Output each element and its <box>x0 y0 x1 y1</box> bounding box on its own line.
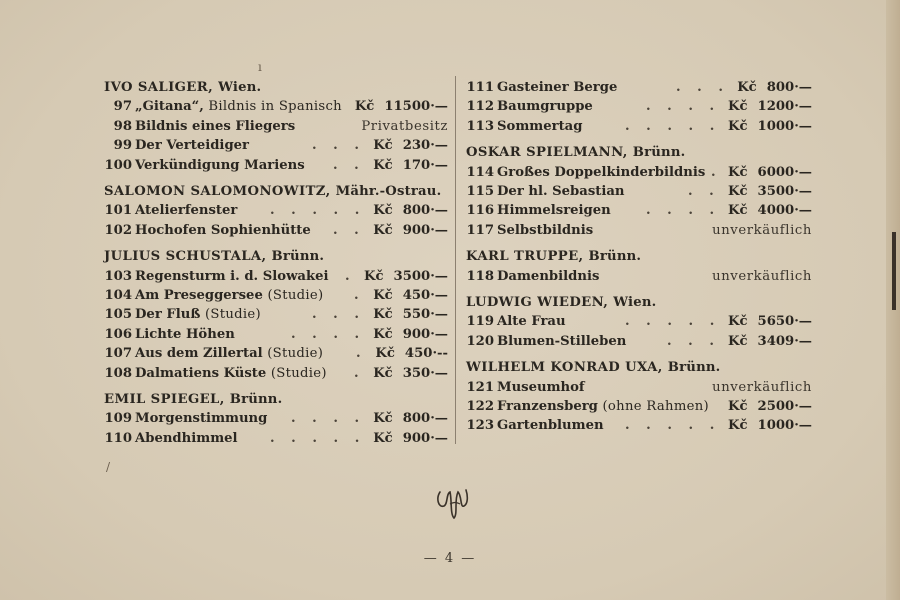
artist-heading <box>104 78 448 97</box>
entry-title: Regensturm i. d. Slowakei <box>135 268 329 284</box>
entry-title-wrap <box>135 117 295 136</box>
entry-price: 900·— <box>402 222 448 238</box>
entry-price: 3500·— <box>393 268 448 284</box>
entry-title: Bildnis eines Fliegers <box>135 118 296 134</box>
artist-heading <box>466 293 812 312</box>
entry-currency: Kč <box>373 287 393 303</box>
entry-number: 121 <box>466 379 494 395</box>
leader-dots: . . . . <box>291 326 366 342</box>
entry-number: 105 <box>104 307 132 323</box>
entry-price-wrap <box>373 286 448 305</box>
artist-city: Brünn. <box>588 249 642 265</box>
entry-title: Baumgruppe <box>497 99 593 115</box>
entry-currency: Kč <box>373 326 393 342</box>
entry-price-wrap <box>355 97 448 116</box>
entry-price: 350·— <box>402 365 448 381</box>
entry-price: 450·-- <box>404 346 448 362</box>
entry-title: Gasteiner Berge <box>497 80 618 95</box>
entry-price: 4000·— <box>757 203 812 219</box>
artist-name: IVO SALIGER, <box>104 80 214 95</box>
leader-dots: . . . . <box>291 411 366 427</box>
entry-status: unverkäuflich <box>712 222 812 238</box>
leader-dots: . <box>354 287 365 303</box>
catalog-entry <box>104 409 448 428</box>
entry-number: 108 <box>104 365 132 381</box>
leader-dots: . <box>356 346 367 362</box>
entry-title-wrap <box>497 221 593 240</box>
entry-title-wrap <box>497 397 709 416</box>
binding-mark <box>892 232 896 310</box>
catalog-entry <box>104 201 448 220</box>
entry-title-wrap <box>497 97 593 116</box>
artist-heading <box>466 247 812 266</box>
leader-dots: . . <box>333 157 365 173</box>
paper-speck: / <box>106 460 111 474</box>
artist-name: LUDWIG WIEDEN, <box>466 294 609 310</box>
artist-heading <box>466 143 812 162</box>
entry-title: Museumhof <box>497 379 585 395</box>
entry-number: 119 <box>466 314 494 330</box>
leader-dots: . . . <box>312 138 365 154</box>
entry-status: Privatbesitz <box>361 118 448 134</box>
entry-title-wrap <box>135 305 261 324</box>
artist-city: Wien. <box>613 294 657 310</box>
entry-number: 120 <box>466 333 494 349</box>
entry-title-wrap <box>135 344 323 363</box>
entry-title: Der hl. Sebastian <box>497 183 625 199</box>
entry-price-wrap <box>728 201 812 220</box>
entry-title-wrap <box>497 378 585 397</box>
entry-price: 800·— <box>402 203 448 219</box>
entry-title-wrap <box>135 364 327 383</box>
catalog-entry <box>466 397 812 416</box>
entry-title-wrap <box>497 182 624 201</box>
entry-number: 118 <box>466 268 494 284</box>
catalog-entry <box>466 378 812 397</box>
entry-note: (Studie) <box>267 287 324 303</box>
page-number: — 4 — <box>423 551 477 566</box>
leader-dots: . <box>345 268 356 284</box>
catalog-entry <box>466 163 812 182</box>
entry-currency: Kč <box>728 418 748 434</box>
entry-price-wrap <box>728 312 812 331</box>
entry-title-wrap <box>497 163 705 182</box>
entry-currency: Kč <box>737 80 757 95</box>
entry-currency: Kč <box>728 203 748 219</box>
entry-title: Großes Doppelkinderbildnis <box>497 164 706 180</box>
entry-currency: Kč <box>728 99 748 115</box>
entry-title: Lichte Höhen <box>135 326 235 342</box>
entry-title: Aus dem Zillertal <box>135 346 263 362</box>
entry-number: 102 <box>104 222 132 238</box>
entry-number: 113 <box>466 118 494 134</box>
artist-city: Brünn. <box>667 360 721 376</box>
entry-title-wrap <box>135 97 342 116</box>
entry-currency: Kč <box>354 99 375 115</box>
entry-title-wrap <box>497 78 617 97</box>
leader-dots: . . . . . <box>625 314 721 330</box>
entry-currency: Kč <box>373 157 393 173</box>
entry-price-wrap <box>728 117 812 136</box>
catalog-entry <box>104 344 448 363</box>
right-column <box>466 78 812 436</box>
entry-title: Selbstbildnis <box>497 222 594 238</box>
leader-dots: . <box>711 164 722 180</box>
entry-title: Verkündigung Mariens <box>135 157 305 173</box>
entry-title: Sommertag <box>497 118 583 134</box>
entry-note: Bildnis in Spanisch <box>208 99 342 115</box>
entry-number: 122 <box>466 398 494 414</box>
entry-title: Der Fluß <box>135 307 201 323</box>
entry-title: Damenbildnis <box>497 268 600 284</box>
entry-currency: Kč <box>728 314 748 330</box>
artist-name: KARL TRUPPE, <box>466 249 584 265</box>
entry-price-wrap <box>373 136 448 155</box>
entry-price: 2500·— <box>757 398 812 414</box>
entry-title-wrap <box>135 221 311 240</box>
entry-price-wrap <box>373 364 448 383</box>
catalog-entry <box>466 182 812 201</box>
entry-title-wrap <box>497 416 604 435</box>
leader-dots: . . . . . <box>270 430 366 446</box>
entry-currency: Kč <box>728 118 748 134</box>
entry-price: 6000·— <box>757 164 812 180</box>
artist-heading <box>466 358 812 377</box>
entry-currency: Kč <box>728 398 748 414</box>
entry-number: 97 <box>113 99 132 115</box>
entry-title: Abendhimmel <box>135 430 238 446</box>
entry-title: Franzensberg <box>497 398 598 414</box>
entry-number: 117 <box>466 222 494 238</box>
column-divider <box>455 76 456 444</box>
entry-price: 1000·— <box>757 418 812 434</box>
catalog-entry <box>104 305 448 324</box>
entry-number: 99 <box>113 138 132 154</box>
entry-number: 98 <box>113 118 132 134</box>
entry-price: 900·— <box>402 430 448 446</box>
entry-currency: Kč <box>373 222 393 238</box>
entry-title-wrap <box>497 332 626 351</box>
entry-title-wrap <box>135 286 323 305</box>
left-column <box>104 78 448 448</box>
leader-dots: . . . . . <box>625 418 721 434</box>
entry-number: 109 <box>104 411 132 427</box>
entry-title: Himmelsreigen <box>497 203 611 219</box>
entry-number: 116 <box>466 203 494 219</box>
catalog-entry <box>104 325 448 344</box>
entry-number: 103 <box>104 268 132 284</box>
entry-price: 1000·— <box>757 118 812 134</box>
entry-price-wrap <box>737 78 812 97</box>
catalog-entry <box>104 117 448 136</box>
entry-note: (Studie) <box>270 365 327 381</box>
entry-price-wrap <box>728 97 812 116</box>
entry-price-wrap <box>373 409 448 428</box>
artist-city: Mähr.-Ostrau. <box>335 183 442 199</box>
entry-status: unverkäuflich <box>712 268 812 284</box>
leader-dots: . . . . <box>646 203 721 219</box>
artist-name: EMIL SPIEGEL, <box>104 391 225 407</box>
entry-number: 114 <box>466 164 494 180</box>
entry-currency: Kč <box>373 307 393 323</box>
entry-title-wrap <box>135 156 305 175</box>
artist-name: OSKAR SPIELMANN, <box>466 145 628 161</box>
entry-price-wrap <box>373 305 448 324</box>
entry-title-wrap <box>497 312 566 331</box>
artist-heading <box>104 182 448 201</box>
entry-note: (Studie) <box>267 346 324 362</box>
entry-price-wrap <box>728 182 812 201</box>
entry-currency: Kč <box>373 365 393 381</box>
entry-title-wrap <box>135 325 235 344</box>
page-edge <box>886 0 900 600</box>
ornament-flourish <box>432 484 476 524</box>
entry-price: 800·— <box>402 411 448 427</box>
leader-dots: . . . <box>676 80 729 95</box>
entry-price: 550·— <box>402 307 448 323</box>
entry-title: „Gitana“, <box>135 99 204 115</box>
entry-price: 900·— <box>402 326 448 342</box>
leader-dots: . . <box>333 222 365 238</box>
entry-price-wrap <box>373 156 448 175</box>
catalog-entry <box>104 364 448 383</box>
entry-title: Hochofen Sophienhütte <box>135 222 311 238</box>
artist-city: Brünn. <box>229 391 283 407</box>
catalog-entry <box>466 332 812 351</box>
entry-note: (Studie) <box>204 307 261 323</box>
entry-number: 100 <box>104 157 132 173</box>
entry-price-wrap <box>728 332 812 351</box>
entry-title-wrap <box>497 117 582 136</box>
entry-status: unverkäuflich <box>712 379 812 395</box>
leader-dots: . . . <box>667 333 720 349</box>
artist-heading <box>104 390 448 409</box>
entry-title-wrap <box>135 136 249 155</box>
entry-currency: Kč <box>728 333 748 349</box>
entry-number: 123 <box>466 418 494 434</box>
entry-price: 1200·— <box>757 99 812 115</box>
catalog-entry <box>104 221 448 240</box>
entry-price: 800·— <box>766 80 812 95</box>
leader-dots: . . <box>688 183 720 199</box>
entry-number: 101 <box>104 203 132 219</box>
artist-heading <box>104 247 448 266</box>
entry-title: Morgenstimmung <box>135 411 268 427</box>
artist-city: Brünn. <box>632 145 686 161</box>
catalog-entry <box>466 221 812 240</box>
entry-currency: Kč <box>728 164 748 180</box>
leader-dots: . <box>354 365 365 381</box>
entry-title-wrap <box>135 429 238 448</box>
entry-currency: Kč <box>728 183 748 199</box>
catalog-entry <box>466 201 812 220</box>
entry-title: Dalmatiens Küste <box>135 365 267 381</box>
entry-number: 106 <box>104 326 132 342</box>
entry-title: Alte Frau <box>497 314 566 330</box>
catalog-entry <box>466 267 812 286</box>
artist-name: SALOMON SALOMONOWITZ, <box>104 183 331 199</box>
entry-currency: Kč <box>375 346 395 362</box>
entry-price-wrap <box>373 325 448 344</box>
catalog-entry <box>466 117 812 136</box>
entry-number: 107 <box>104 346 132 362</box>
entry-price: 450·— <box>402 287 448 303</box>
entry-title: Am Preseggersee <box>135 287 263 303</box>
entry-price-wrap <box>728 163 812 182</box>
entry-price-wrap <box>373 201 448 220</box>
artist-city: Wien. <box>218 80 262 95</box>
entry-currency: Kč <box>373 430 393 446</box>
artist-name: JULIUS SCHUSTALA, <box>104 249 267 265</box>
entry-title: Atelierfenster <box>135 203 238 219</box>
entry-price-wrap <box>373 429 448 448</box>
entry-number: 110 <box>104 430 132 446</box>
catalog-entry <box>104 136 448 155</box>
leader-dots: . . . . . <box>270 203 366 219</box>
catalog-entry <box>104 286 448 305</box>
entry-currency: Kč <box>373 138 393 154</box>
entry-currency: Kč <box>373 203 393 219</box>
catalog-entry <box>104 97 448 116</box>
catalog-entry <box>466 97 812 116</box>
entry-title: Der Verteidiger <box>135 138 250 154</box>
entry-title-wrap <box>497 267 599 286</box>
entry-price-wrap <box>373 221 448 240</box>
entry-price: 11500·— <box>384 99 448 115</box>
catalog-entry <box>104 156 448 175</box>
entry-title: Gartenblumen <box>497 418 604 434</box>
entry-price-wrap <box>728 397 812 416</box>
entry-number: 112 <box>466 99 494 115</box>
artist-city: Brünn. <box>271 249 325 265</box>
entry-price-wrap <box>728 416 812 435</box>
entry-title-wrap <box>497 201 611 220</box>
entry-currency: Kč <box>373 411 393 427</box>
catalog-entry <box>466 416 812 435</box>
entry-price-wrap <box>364 267 448 286</box>
catalog-entry <box>104 429 448 448</box>
entry-number: 115 <box>466 183 494 199</box>
entry-note: (ohne Rahmen) <box>602 398 709 414</box>
catalog-entry <box>104 267 448 286</box>
entry-price: 5650·— <box>757 314 812 330</box>
entry-price: 170·— <box>402 157 448 173</box>
entry-price: 230·— <box>402 138 448 154</box>
entry-title: Blumen-Stilleben <box>497 333 627 349</box>
entry-number: 104 <box>104 287 132 303</box>
entry-title-wrap <box>135 409 267 428</box>
leader-dots: . . . . . <box>625 118 721 134</box>
entry-number: 111 <box>466 80 494 95</box>
leader-dots: . . . . <box>646 99 721 115</box>
catalog-entry <box>466 78 812 97</box>
entry-title-wrap <box>135 201 237 220</box>
entry-price: 3500·— <box>757 183 812 199</box>
entry-price: 3409·— <box>757 333 812 349</box>
artist-name: WILHELM KONRAD UXA, <box>466 360 663 376</box>
leader-dots: . . . <box>312 307 365 323</box>
entry-title-wrap <box>135 267 329 286</box>
catalog-entry <box>466 312 812 331</box>
paper-speck: ı <box>258 60 262 74</box>
entry-currency: Kč <box>364 268 384 284</box>
entry-price-wrap <box>375 344 448 363</box>
